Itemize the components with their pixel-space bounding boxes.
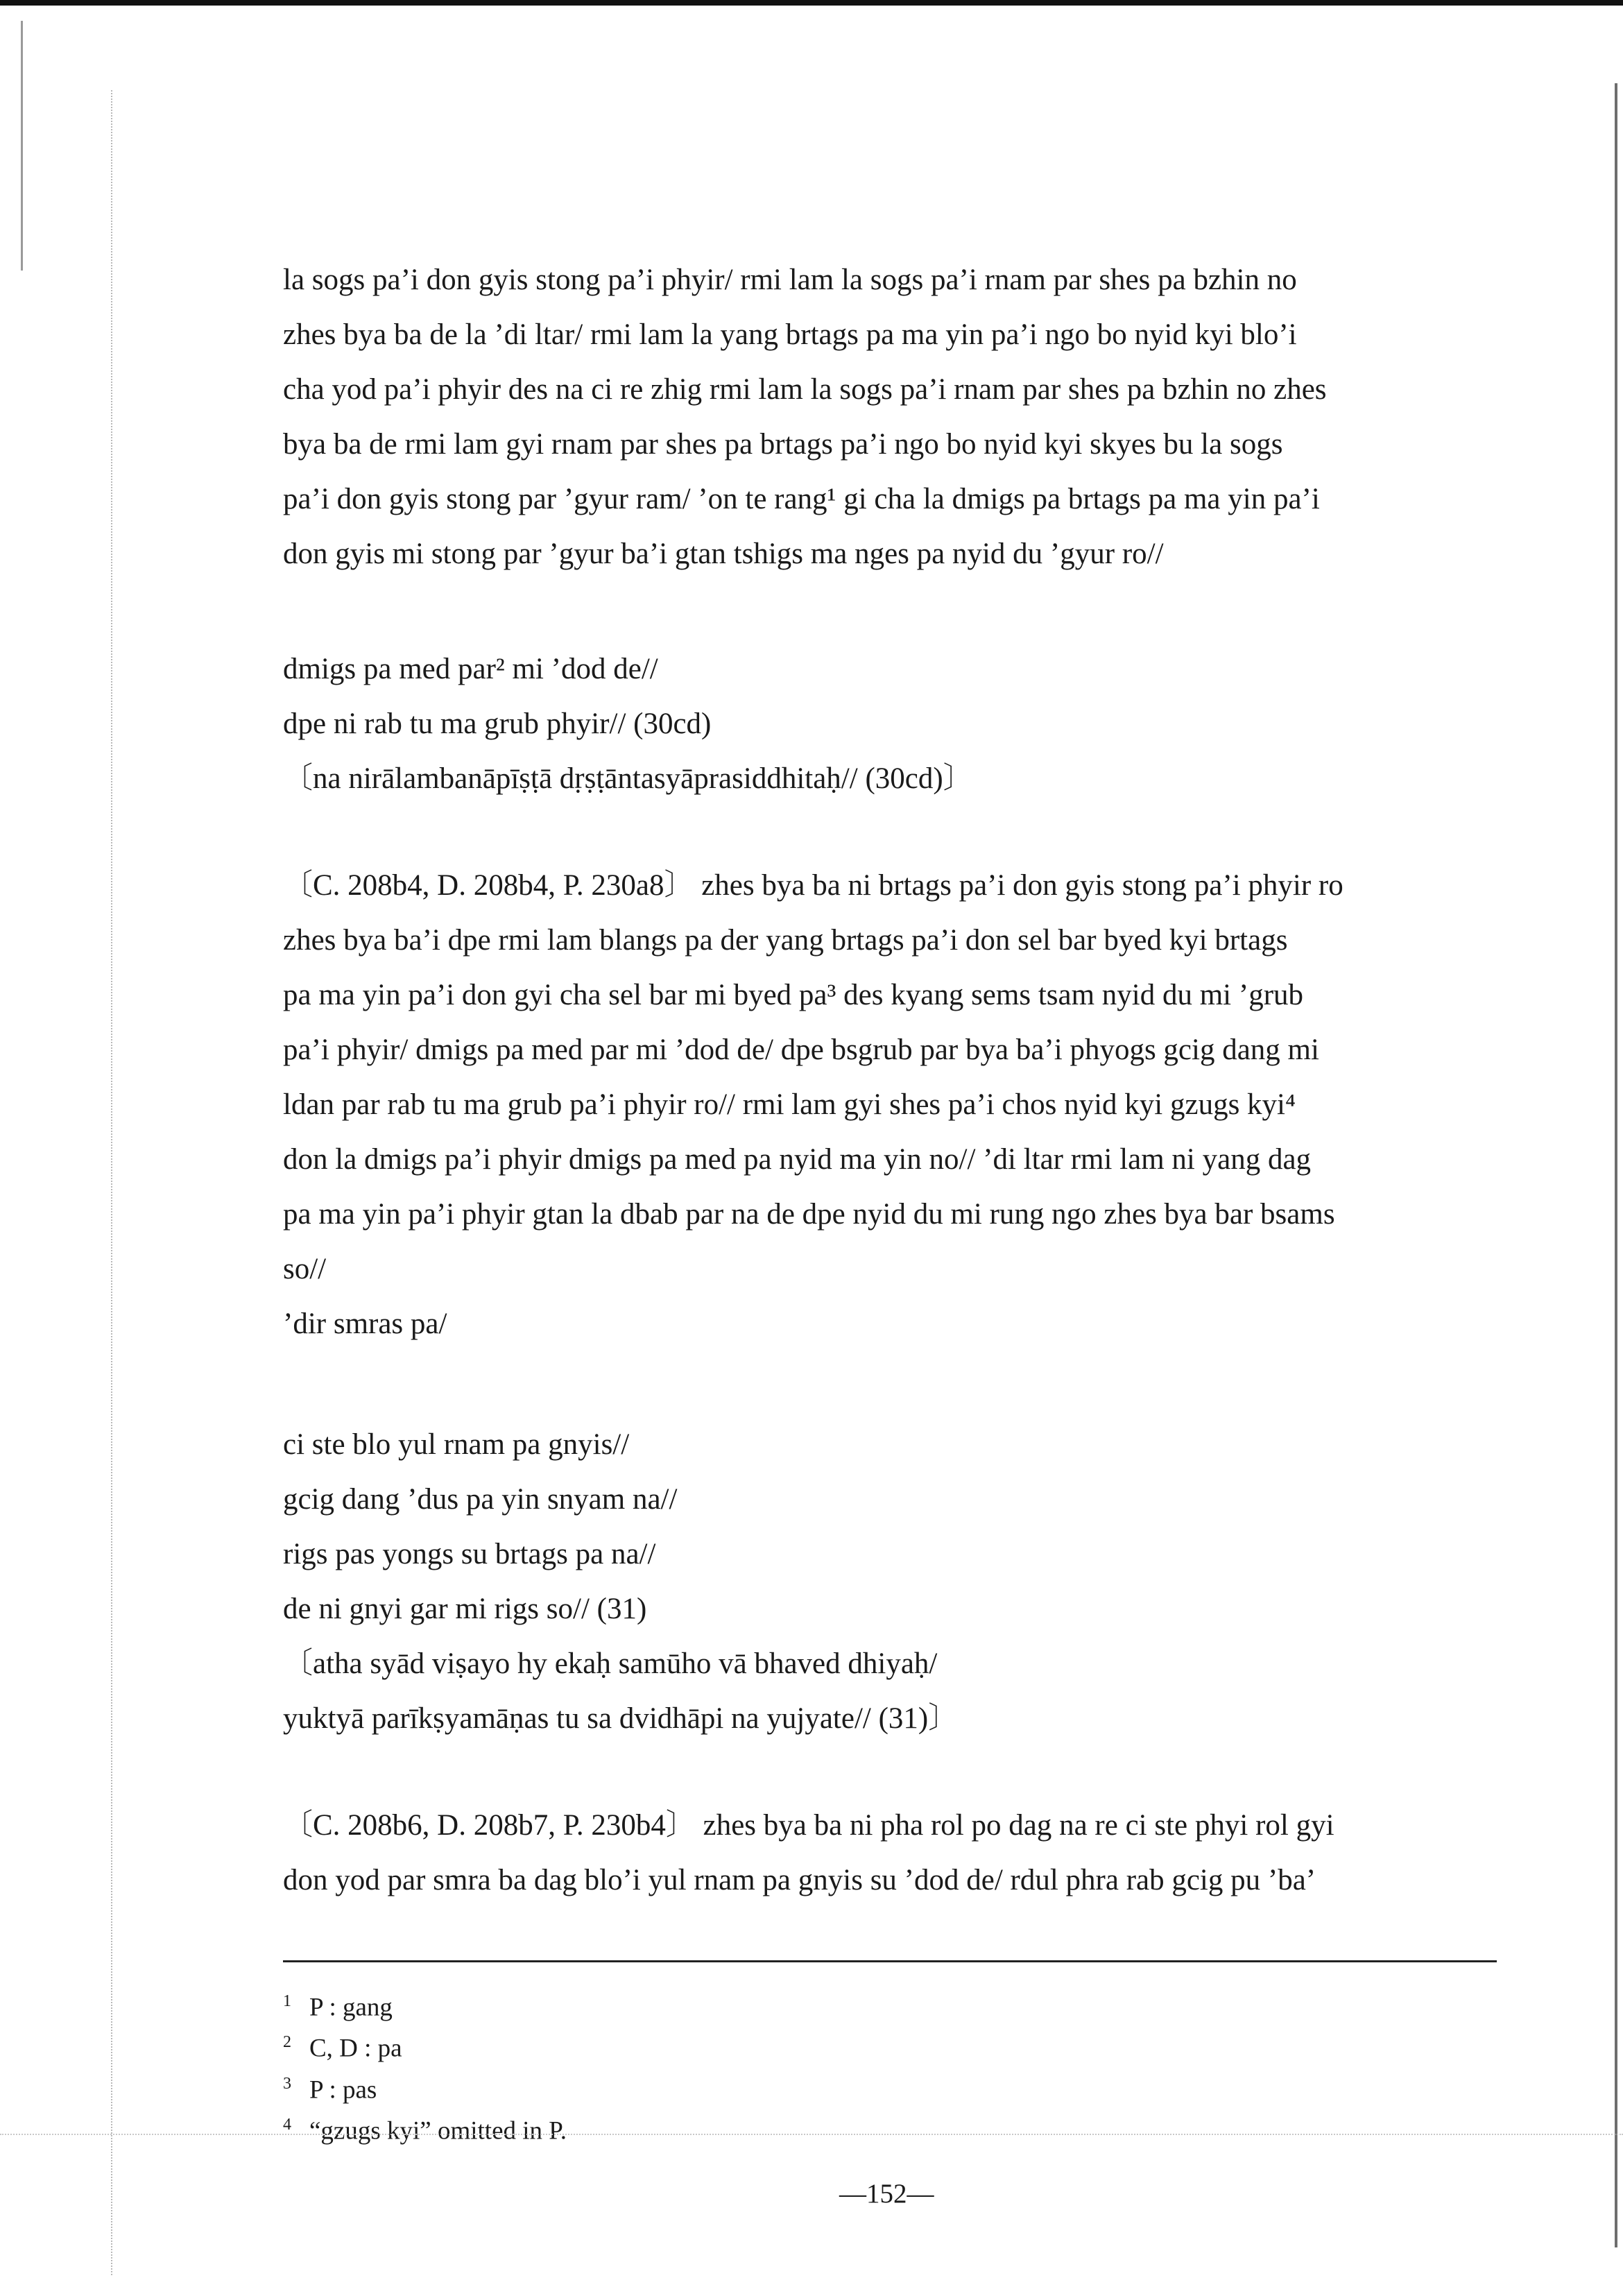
text-line: la sogs pa’i don gyis stong pa’i phyir/ rmi lam la sogs pa’i rnam par shes pa bzhin no <box>283 264 1297 296</box>
paragraph-commentary-1 <box>283 252 1504 581</box>
text-line: ldan par rab tu ma grub pa’i phyir ro// rmi lam gyi shes pa’i chos nyid kyi gzugs kyi⁴ <box>283 1088 1296 1121</box>
text-line: zhes bya ba’i dpe rmi lam blangs pa der yang brtags pa’i don sel bar byed kyi brtags <box>283 924 1288 957</box>
text-line: ’dir smras pa/ <box>283 1308 447 1340</box>
paragraph-commentary-2 <box>283 858 1504 1351</box>
text-line: pa ma yin pa’i don gyi cha sel bar mi byed pa³ des kyang sems tsam nyid du mi ’grub <box>283 979 1304 1011</box>
footnote <box>283 2025 567 2066</box>
page-number: —152— <box>839 2179 934 2209</box>
footnote-rule <box>283 1960 1497 1962</box>
footnote-mark: 2 <box>283 2033 291 2052</box>
text-line: pa’i don gyis stong par ’gyur ram/ ’on te rang¹ gi cha la dmigs pa brtags pa ma yin pa’i <box>283 483 1320 515</box>
verse-line: gcig dang ’dus pa yin snyam na// <box>283 1483 678 1516</box>
text-line: pa’i phyir/ dmigs pa med par mi ’dod de/ dpe bsgrub par bya ba’i phyogs gcig dang mi <box>283 1034 1319 1066</box>
text-line: don la dmigs pa’i phyir dmigs pa med pa nyid ma yin no// ’di ltar rmi lam ni yang dag <box>283 1143 1312 1176</box>
sanskrit-line: 〔na nirālambanāpīṣṭā dṛṣṭāntasyāprasiddhitaḥ// (30cd)〕 <box>283 762 973 795</box>
scan-right-edge <box>1615 83 1617 2247</box>
footnote-text: C, D : pa <box>309 2034 402 2063</box>
footnote-text: “gzugs kyi” omitted in P. <box>309 2116 567 2145</box>
footnote-mark: 4 <box>283 2115 291 2134</box>
sanskrit-line: 〔atha syād viṣayo hy ekaḥ samūho vā bhaved dhiyaḥ/ <box>283 1647 938 1680</box>
text-line: don gyis mi stong par ’gyur ba’i gtan tshigs ma nges pa nyid du ’gyur ro// <box>283 538 1164 570</box>
paragraph-commentary-3 <box>283 1798 1504 1908</box>
verse-line: de ni gnyi gar mi rigs so// (31) <box>283 1593 647 1625</box>
footnotes <box>283 1984 567 2148</box>
verse-line: ci ste blo yul rnam pa gnyis// <box>283 1428 630 1461</box>
text-line: so// <box>283 1253 327 1285</box>
footnote <box>283 1984 567 2025</box>
footnote-mark: 1 <box>283 1992 291 2010</box>
footnote-text: P : gang <box>309 1993 393 2022</box>
verse-line: dpe ni rab tu ma grub phyir// (30cd) <box>283 708 712 740</box>
text-line: 〔C. 208b4, D. 208b4, P. 230a8〕 zhes bya ba ni brtags pa’i don gyis stong pa’i phyir ro <box>283 869 1343 902</box>
text-line: pa ma yin pa’i phyir gtan la dbab par na de dpe nyid du mi rung ngo zhes bya bar bsams <box>283 1198 1335 1231</box>
footnote-mark: 3 <box>283 2074 291 2093</box>
text-line: cha yod pa’i phyir des na ci re zhig rmi lam la sogs pa’i rnam par shes pa bzhin no zhes <box>283 373 1327 406</box>
text-line: zhes bya ba de la ’di ltar/ rmi lam la yang brtags pa ma yin pa’i ngo bo nyid kyi blo’i <box>283 318 1297 351</box>
footnote <box>283 2066 567 2107</box>
verse-30cd <box>283 642 1504 806</box>
text-line: 〔C. 208b6, D. 208b7, P. 230b4〕 zhes bya ba ni pha rol po dag na re ci ste phyi rol gyi <box>283 1809 1334 1842</box>
verse-line: dmigs pa med par² mi ’dod de// <box>283 653 658 685</box>
text-line: don yod par smra ba dag blo’i yul rnam pa gnyis su ’dod de/ rdul phra rab gcig pu ’ba’ <box>283 1864 1316 1896</box>
text-line: bya ba de rmi lam gyi rnam par shes pa brtags pa’i ngo bo nyid kyi skyes bu la sogs <box>283 428 1283 461</box>
sanskrit-line: yuktyā parīkṣyamāṇas tu sa dvidhāpi na yujyate// (31)〕 <box>283 1702 959 1735</box>
scan-top-border <box>0 0 1623 6</box>
footnote-text: P : pas <box>309 2075 377 2104</box>
scan-left-edge <box>21 21 23 271</box>
verse-line: rigs pas yongs su brtags pa na// <box>283 1538 656 1570</box>
verse-31 <box>283 1417 1504 1746</box>
scan-dotted-line <box>0 2134 1623 2135</box>
footnote <box>283 2107 567 2148</box>
scan-binding-dots <box>111 90 112 2275</box>
